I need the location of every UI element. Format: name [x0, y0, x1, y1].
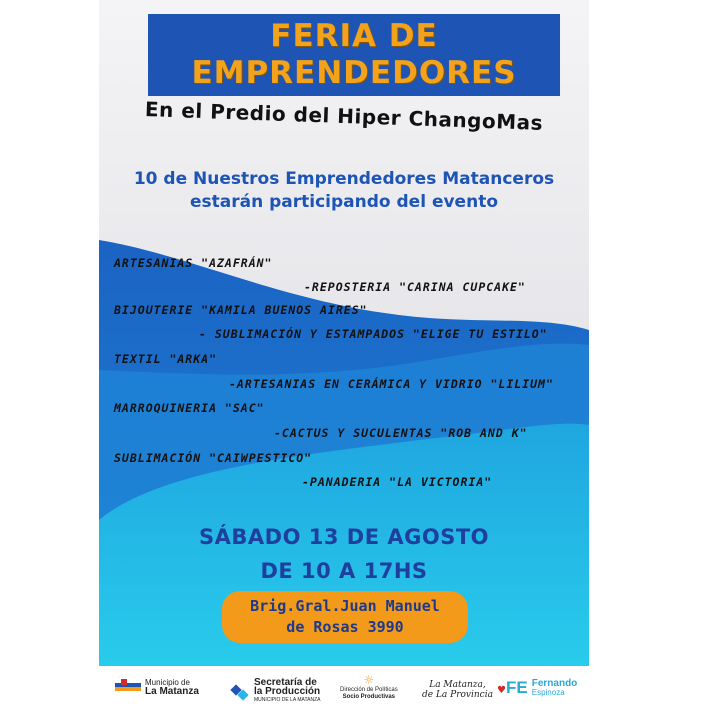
secretaria-line-1: Secretaría de: [254, 677, 317, 688]
logo-direccion: [340, 674, 398, 701]
heart-icon: ♥: [496, 684, 506, 696]
fernando-line-2: Espinoza: [531, 688, 565, 697]
participant-item: -ARTESANIAS EN CERÁMICA Y VIDRIO "LILIUM": [229, 377, 554, 391]
logo-secretaria: [230, 678, 321, 705]
lightbulb-icon: ☼: [363, 673, 375, 687]
participant-item: MARROQUINERIA "SAC": [114, 401, 265, 415]
participant-item: -REPOSTERIA "CARINA CUPCAKE": [304, 280, 526, 294]
address-line-1: Brig.Gral.Juan Manuel: [250, 597, 440, 615]
participant-item: -PANADERIA "LA VICTORIA": [302, 475, 493, 489]
fe-mark: FE: [506, 678, 528, 697]
sponsor-footer: [99, 666, 589, 720]
address-line-2: de Rosas 3990: [286, 618, 404, 636]
logo-fernando: [506, 678, 577, 698]
fernando-line-1: Fernando: [531, 678, 578, 689]
event-time: DE 10 A 17HS: [260, 559, 428, 583]
municipio-small: Municipio de: [145, 678, 190, 687]
secretaria-logo-icon: [230, 682, 250, 702]
provincia-line-2: de La Provincia: [422, 690, 493, 700]
event-date: SÁBADO 13 DE AGOSTO: [199, 525, 489, 549]
title-banner: [148, 14, 560, 96]
venue-subtitle: En el Predio del Hiper ChangoMas: [144, 97, 544, 135]
participant-item: TEXTIL "ARKA": [114, 352, 218, 366]
logo-municipio: [115, 678, 199, 696]
intro-line-2: estarán participando del evento: [189, 192, 498, 212]
participant-item: -CACTUS Y SUCULENTAS "ROB AND K": [274, 426, 528, 440]
intro-text: [99, 168, 589, 214]
participant-item: SUBLIMACIÓN "CAIWPESTICO": [114, 451, 313, 465]
logo-provincia: [422, 680, 506, 700]
participant-item: ARTESANIAS "AZAFRÁN": [114, 256, 273, 270]
intro-line-1: 10 de Nuestros Emprendedores Matanceros: [133, 169, 555, 189]
provincia-line-1: La Matanza,: [429, 680, 486, 690]
participant-item: BIJOUTERIE "KAMILA BUENOS AIRES": [114, 303, 368, 317]
municipio-big: La Matanza: [145, 686, 199, 697]
municipio-logo-icon: [115, 679, 141, 695]
address-badge: [222, 591, 468, 643]
event-poster: [99, 0, 589, 720]
secretaria-sub: MUNICIPIO DE LA MATANZA: [254, 697, 321, 703]
title-line-1: FERIA DE: [270, 18, 438, 54]
direccion-line-1: Dirección de Políticas: [340, 687, 398, 693]
title-line-2: EMPRENDEDORES: [191, 55, 517, 91]
participant-item: - SUBLIMACIÓN Y ESTAMPADOS "ELIGE TU ESTILO": [199, 327, 548, 341]
direccion-line-2: Socio Productivas: [342, 694, 396, 700]
secretaria-line-2: la Producción: [254, 686, 321, 697]
